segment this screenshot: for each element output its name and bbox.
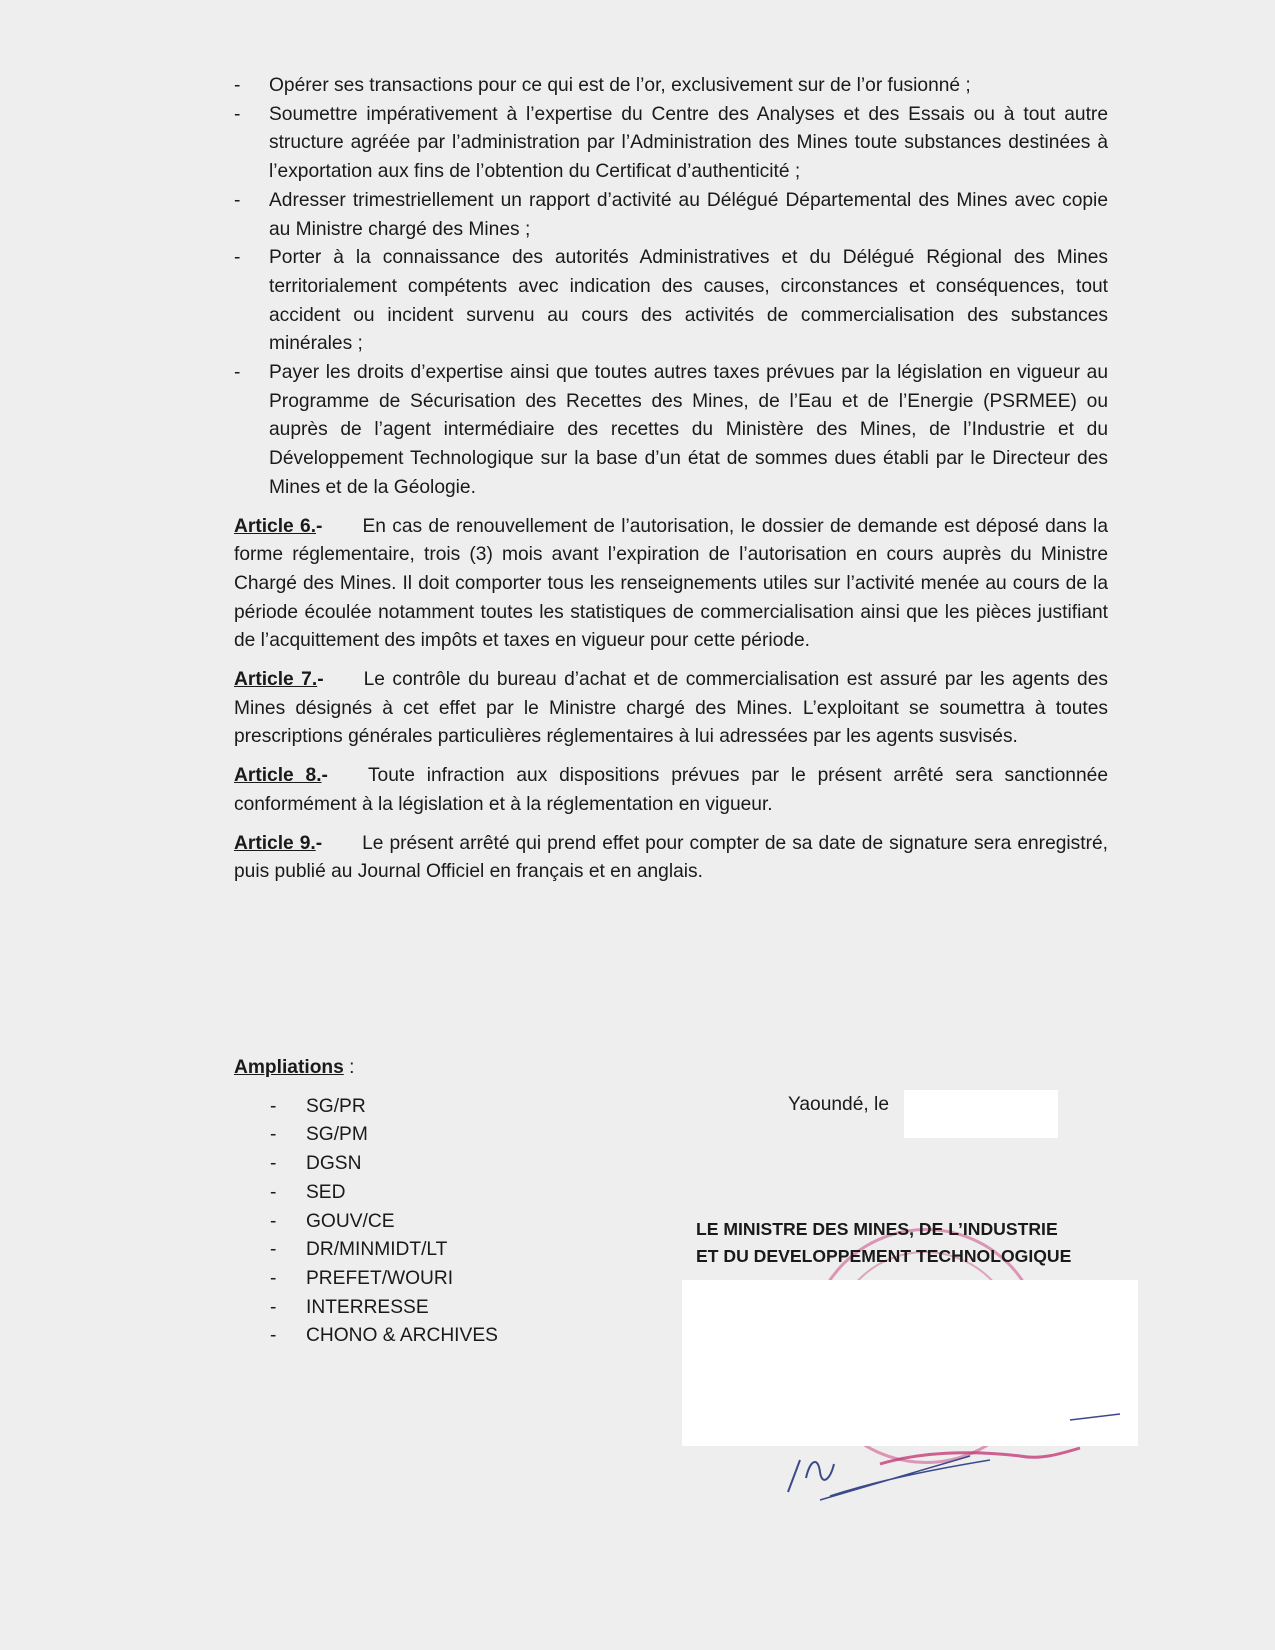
article-9: Article 9.- Le présent arrêté qui prend effet pour compter de sa date de signature sera enregistré, puis publié au Journal Officiel en français et en anglais. [234,832,1108,883]
ampliations-section [234,1054,498,1351]
article-8: Article 8.- Toute infraction aux dispositions prévues par le présent arrêté sera sanctionnée conformément à la législation et à la réglementation en vigueur. [234,765,1108,815]
date-line: Yaoundé, le [788,1094,889,1115]
ampliations-heading: Ampliations : [234,1057,355,1078]
article-text: Le présent arrêté qui prend effet pour compter de sa date de signature sera enregistré, puis publié au Journal Officiel en français et en anglais. [234,832,1108,883]
list-item: - Opérer ses transactions pour ce qui est de l’or, exclusivement sur de l’or fusionné ; [234,72,1108,101]
article-label: Article 6. [234,515,317,537]
list-item: - Adresser trimestriellement un rapport d’activité au Délégué Départemental des Mines avec copie au Ministre chargé des Mines ; [234,187,1108,244]
list-item: - CHONO & ARCHIVES [270,1325,498,1347]
ampliations-list [234,1093,498,1351]
article-6: Article 6.- En cas de renouvellement de l’autorisation, le dossier de demande est déposé dans la forme réglementaire, trois (3) mois avant l’expiration de l’autorisation en cours auprès du Ministre Chargé des Mines. Il doit comporter tous les renseignements utiles sur l’activité menée au cours de la période écoulée notamment toutes les statistiques de commercialisation ainsi que les pièces justifiant de l’acquittement des impôts et taxes en vigueur pour cette période. [234,515,1108,652]
signature-icon [760,1360,1180,1520]
list-item: - INTERRESSE [270,1296,429,1318]
list-item: - SG/PM [270,1124,368,1146]
list-item: - DR/MINMIDT/LT [270,1239,448,1261]
list-item: - Porter à la connaissance des autorités Administratives et du Délégué Régional des Mines territorialement compétents avec indication des causes, circonstances et conséquences, tout accident ou incident survenu au cours des activités de commercialisation des substances minérales ; [234,244,1108,359]
article-7: Article 7.- Le contrôle du bureau d’achat et de commercialisation est assuré par les agents des Mines désignés à cet effet par le Ministre chargé des Mines. L’exploitant se soumettra à toutes prescriptions générales particulières réglementaires à lui adressées par les agents susvisés. [234,669,1108,748]
article-label: Article 9. [234,832,316,854]
article-text: En cas de renouvellement de l’autorisation, le dossier de demande est déposé dans la forme réglementaire, trois (3) mois avant l’expiration de l’autorisation en cours auprès du Ministre Chargé des Mines. Il doit comporter tous les renseignements utiles sur l’activité menée au cours de la période écoulée notamment toutes les statistiques de commercialisation ainsi que les pièces justifiant de l’acquittement des impôts et taxes en vigueur pour cette période. [234,515,1108,652]
list-item: - Payer les droits d’expertise ainsi que toutes autres taxes prévues par la législation en vigueur au Programme de Sécurisation des Recettes des Mines, de l’Eau et de l’Energie (PSRMEE) ou auprès de l’agent intermédiaire des recettes du Ministère des Mines, de l’Industrie et du Développement Technologique sur la base d’un état de sommes dues établi par le Directeur des Mines et de la Géologie. [234,359,1108,503]
list-item: - SG/PR [270,1095,366,1117]
signatory-title: LE MINISTRE DES MINES, DE L’INDUSTRIE ET DU DEVELOPPEMENT TECHNOLOGIQUE [696,1219,1072,1266]
bullet-dash: - [234,103,241,125]
bullet-dash: - [234,189,241,211]
bullet-dash: - [234,362,241,384]
obligations-list [234,72,1108,503]
list-item: - Soumettre impérativement à l’expertise du Centre des Analyses et des Essais ou à tout autre structure agréée par l’administration par l’Administration des Mines toute substances destinées à l’exportation aux fins de l’obtention du Certificat d’authenticité ; [234,101,1108,187]
bullet-dash: - [234,247,241,269]
list-item: - SED [270,1181,346,1203]
list-item: - DGSN [270,1153,362,1175]
article-label: Article 8. [234,765,322,787]
list-item: - GOUV/CE [270,1210,395,1232]
bullet-dash: - [234,75,241,96]
article-label: Article 7. [234,669,318,691]
list-item: - PREFET/WOURI [270,1267,454,1289]
article-text: Le contrôle du bureau d’achat et de commercialisation est assuré par les agents des Mines désignés à cet effet par le Ministre chargé des Mines. L’exploitant se soumettra à toutes prescriptions générales particulières réglementaires à lui adressées par les agents susvisés. [234,669,1108,748]
document-body [234,72,1108,887]
article-text: Toute infraction aux dispositions prévues par le présent arrêté sera sanctionnée conformément à la législation et à la réglementation en vigueur. [234,765,1108,815]
date-redaction [904,1090,1058,1138]
